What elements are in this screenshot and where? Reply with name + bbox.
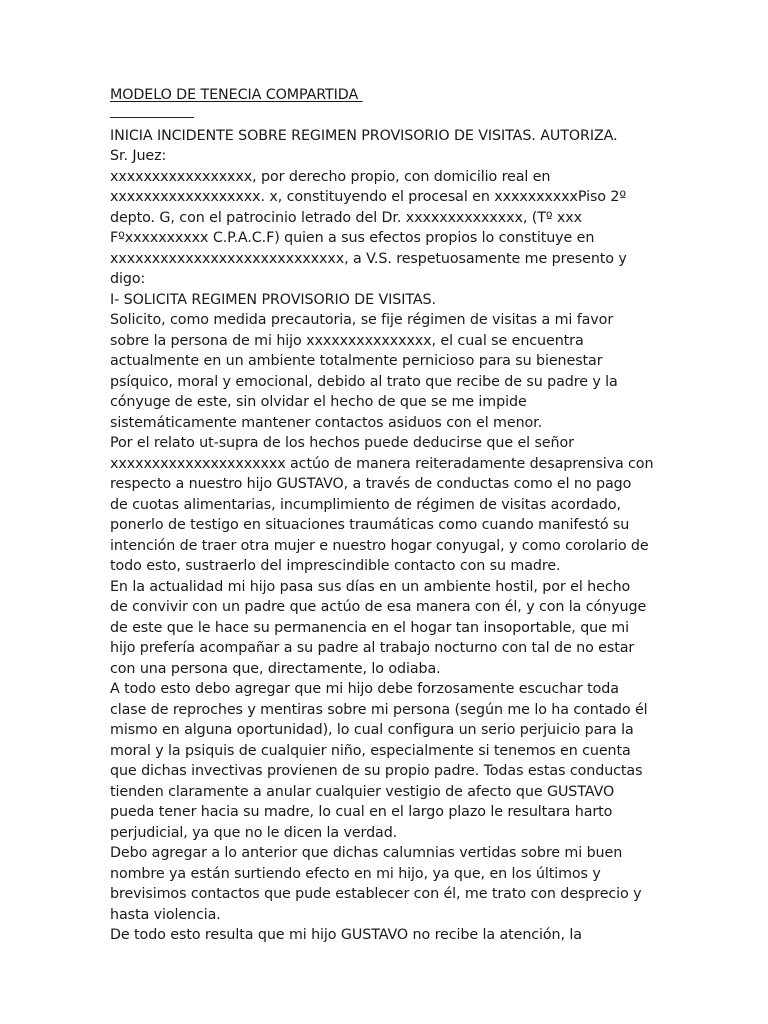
document-text (110, 126, 662, 946)
text-line: todo esto, sustraerlo del imprescindible contacto con su madre. (110, 558, 561, 574)
text-line: INICIA INCIDENTE SOBRE REGIMEN PROVISORIO DE VISITAS. AUTORIZA. (110, 127, 618, 144)
text-line: mismo en alguna oportunidad), lo cual configura un serio perjuicio para la (110, 722, 634, 738)
text-line: xxxxxxxxxxxxxxxxx, por derecho propio, con domicilio real en (110, 168, 551, 185)
text-line: Fºxxxxxxxxxx C.P.A.C.F) quien a sus efectos propios lo constituye en (110, 230, 595, 246)
text-line: digo: (110, 271, 146, 287)
document-title: MODELO DE TENECIA COMPARTIDA (110, 87, 363, 103)
document-body (110, 85, 662, 946)
text-line: perjudicial, ya que no le dicen la verdad. (110, 824, 398, 841)
text-line: sobre la persona de mi hijo xxxxxxxxxxxxxxx, el cual se encuentra (110, 332, 584, 349)
text-line: xxxxxxxxxxxxxxxxxxxxx actúo de manera reiteradamente desaprensiva con (110, 455, 654, 472)
text-line: Sr. Juez: (110, 148, 167, 164)
text-line: psíquico, moral y emocional, debido al trato que recibe de su padre y la (110, 373, 618, 390)
text-line: tienden claramente a anular cualquier vestigio de afecto que GUSTAVO (110, 783, 615, 800)
text-line: de este que le hace su permanencia en el hogar tan insoportable, que mi (110, 619, 629, 636)
text-line: depto. G, con el patrocinio letrado del Dr. xxxxxxxxxxxxxx, (Tº xxx (110, 209, 582, 226)
section-heading: I- SOLICITA REGIMEN PROVISORIO DE VISITAS. (110, 291, 436, 308)
text-line: brevisimos contactos que pude establecer con él, me trato con desprecio y (110, 886, 642, 902)
text-line: hasta violencia. (110, 906, 221, 923)
text-line: clase de reproches y mentiras sobre mi persona (según me lo ha contado él (110, 701, 648, 718)
text-line: hijo prefería acompañar a su padre al trabajo nocturno con tal de no estar (110, 640, 635, 656)
text-line: Solicito, como medida precautoria, se fije régimen de visitas a mi favor (110, 312, 614, 328)
text-line: De todo esto resulta que mi hijo GUSTAVO no recibe la atención, la (110, 927, 582, 943)
text-line: xxxxxxxxxxxxxxxxxxxxxxxxxxxx, a V.S. respetuosamente me presento y (110, 250, 627, 267)
text-line: nombre ya están surtiendo efecto en mi hijo, ya que, en los últimos y (110, 865, 601, 882)
text-line: A todo esto debo agregar que mi hijo debe forzosamente escuchar toda (110, 681, 619, 697)
title-underline-rule (110, 117, 194, 118)
text-line: intención de traer otra mujer e nuestro hogar conyugal, y como corolario de (110, 537, 649, 554)
text-line: pueda tener hacia su madre, lo cual en el largo plazo le resultara harto (110, 804, 613, 820)
text-line: respecto a nuestro hijo GUSTAVO, a través de conductas como el no pago (110, 476, 632, 492)
text-line: de convivir con un padre que actúo de esa manera con él, y con la cónyuge (110, 599, 647, 615)
text-line: Por el relato ut-supra de los hechos puede deducirse que el señor (110, 435, 574, 451)
text-line: que dichas invectivas provienen de su propio padre. Todas estas conductas (110, 763, 643, 779)
text-line: actualmente en un ambiente totalmente pernicioso para su bienestar (110, 353, 603, 369)
text-line: con una persona que, directamente, lo odiaba. (110, 660, 441, 677)
text-line: ponerlo de testigo en situaciones traumáticas como cuando manifestó su (110, 517, 630, 533)
text-line: de cuotas alimentarias, incumplimiento de régimen de visitas acordado, (110, 496, 621, 513)
text-line: Debo agregar a lo anterior que dichas calumnias vertidas sobre mi buen (110, 845, 623, 861)
text-line: xxxxxxxxxxxxxxxxxx. x, constituyendo el procesal en xxxxxxxxxxPiso 2º (110, 189, 627, 205)
text-line: En la actualidad mi hijo pasa sus días en un ambiente hostil, por el hecho (110, 578, 631, 595)
text-line: cónyuge de este, sin olvidar el hecho de que se me impide (110, 394, 527, 410)
text-line: sistemáticamente mantener contactos asiduos con el menor. (110, 414, 543, 431)
text-line: moral y la psiquis de cualquier niño, especialmente si tenemos en cuenta (110, 742, 631, 759)
